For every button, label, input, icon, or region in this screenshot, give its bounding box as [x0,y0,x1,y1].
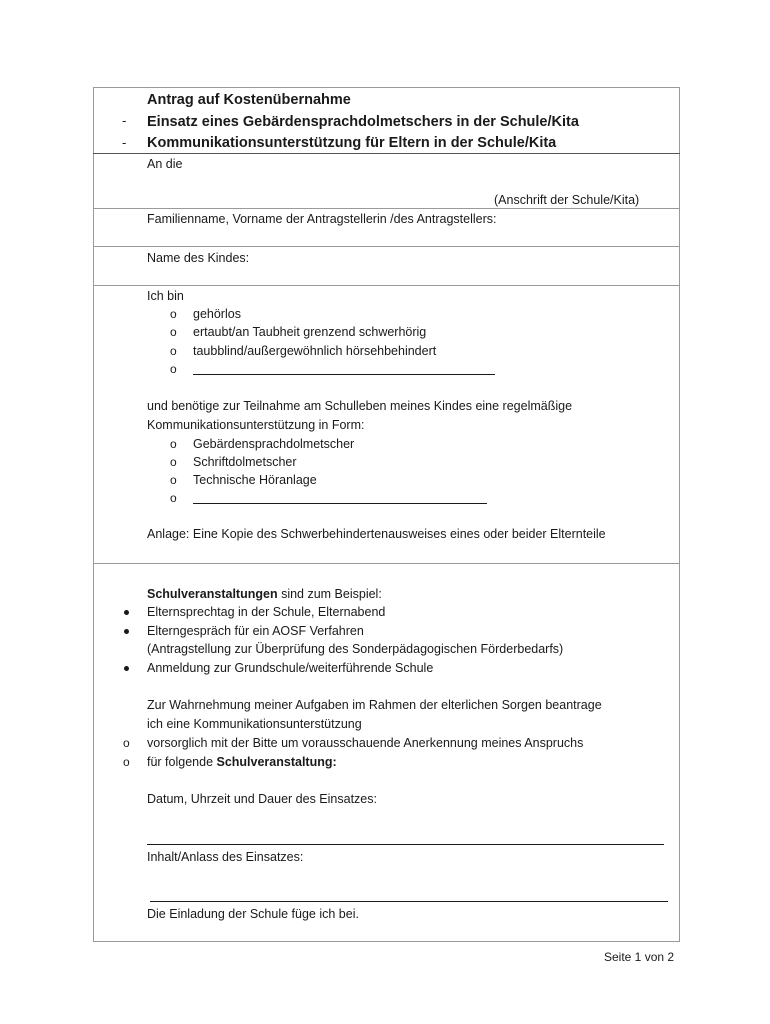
bullet-icon [124,666,129,671]
datetime-field[interactable] [147,844,664,845]
divider [93,563,680,564]
need-text-1: und benötige zur Teilnahme am Schulleben meines Kindes eine regelmäßige [147,399,573,413]
address-label: An die [147,157,183,171]
dash-marker: - [122,113,127,128]
need-option-hearing-system: Technische Höranlage [193,473,317,487]
dash-marker: - [122,135,127,150]
datetime-label: Datum, Uhrzeit und Dauer des Einsatzes: [147,792,377,806]
checkbox-circle[interactable]: o [170,362,177,376]
need-option-sign-interpreter: Gebärdensprachdolmetscher [193,437,355,451]
divider [93,208,680,209]
divider [93,285,680,286]
checkbox-circle[interactable]: o [170,437,177,451]
need-other-field[interactable] [193,503,487,504]
event-item: Elternsprechtag in der Schule, Elternabend [147,605,386,619]
status-option-deaf: gehörlos [193,307,241,321]
request-option-precautionary: vorsorglich mit der Bitte um vorausschauende Anerkennung meines Anspruchs [147,736,584,750]
divider [93,246,680,247]
need-text-2: Kommunikationsunterstützung in Form: [147,418,365,432]
checkbox-circle[interactable]: o [123,755,130,769]
form-subtitle-2: Kommunikationsunterstützung für Eltern in der Schule/Kita [147,135,557,151]
request-option-event-bold: Schulveranstaltung: [216,755,337,769]
event-item-note: (Antragstellung zur Überprüfung des Sonderpädagogischen Förderbedarfs) [147,642,564,656]
content-label: Inhalt/Anlass des Einsatzes: [147,850,304,864]
status-option-deafblind: taubblind/außergewöhnlich hörsehbehindert [193,344,437,358]
events-intro-rest: sind zum Beispiel: [277,587,382,601]
child-name-label: Name des Kindes: [147,251,250,265]
bullet-icon [124,629,129,634]
status-intro: Ich bin [147,289,184,303]
checkbox-circle[interactable]: o [170,307,177,321]
page-number: Seite 1 von 2 [604,950,675,964]
events-intro-bold: Schulveranstaltungen [147,587,278,601]
content-field[interactable] [150,901,668,902]
checkbox-circle[interactable]: o [170,325,177,339]
status-other-field[interactable] [193,374,495,375]
checkbox-circle[interactable]: o [170,455,177,469]
checkbox-circle[interactable]: o [170,473,177,487]
checkbox-circle[interactable]: o [170,344,177,358]
event-item: Elterngespräch für ein AOSF Verfahren [147,624,364,638]
bullet-icon [124,610,129,615]
request-text-1: Zur Wahrnehmung meiner Aufgaben im Rahmen der elterlichen Sorgen beantrage [147,698,602,712]
form-title: Antrag auf Kostenübernahme [147,92,351,108]
request-text-2: ich eine Kommunikationsunterstützung [147,717,362,731]
event-item: Anmeldung zur Grundschule/weiterführende Schule [147,661,434,675]
form-subtitle-1: Einsatz eines Gebärdensprachdolmetschers in der Schule/Kita [147,114,579,130]
divider [93,153,680,154]
request-option-event-rest: für folgende [147,755,217,769]
events-intro [147,586,382,602]
checkbox-circle[interactable]: o [170,491,177,505]
checkbox-circle[interactable]: o [123,736,130,750]
address-note: (Anschrift der Schule/Kita) [494,193,640,207]
status-option-hard-of-hearing: ertaubt/an Taubheit grenzend schwerhörig [193,325,427,339]
request-option-event [147,754,337,770]
applicant-name-label: Familienname, Vorname der Antragstellerin /des Antragstellers: [147,212,497,226]
invitation-note: Die Einladung der Schule füge ich bei. [147,907,359,921]
attachment-note: Anlage: Eine Kopie des Schwerbehindertenausweises eines oder beider Elternteile [147,527,606,541]
need-option-script-interpreter: Schriftdolmetscher [193,455,297,469]
